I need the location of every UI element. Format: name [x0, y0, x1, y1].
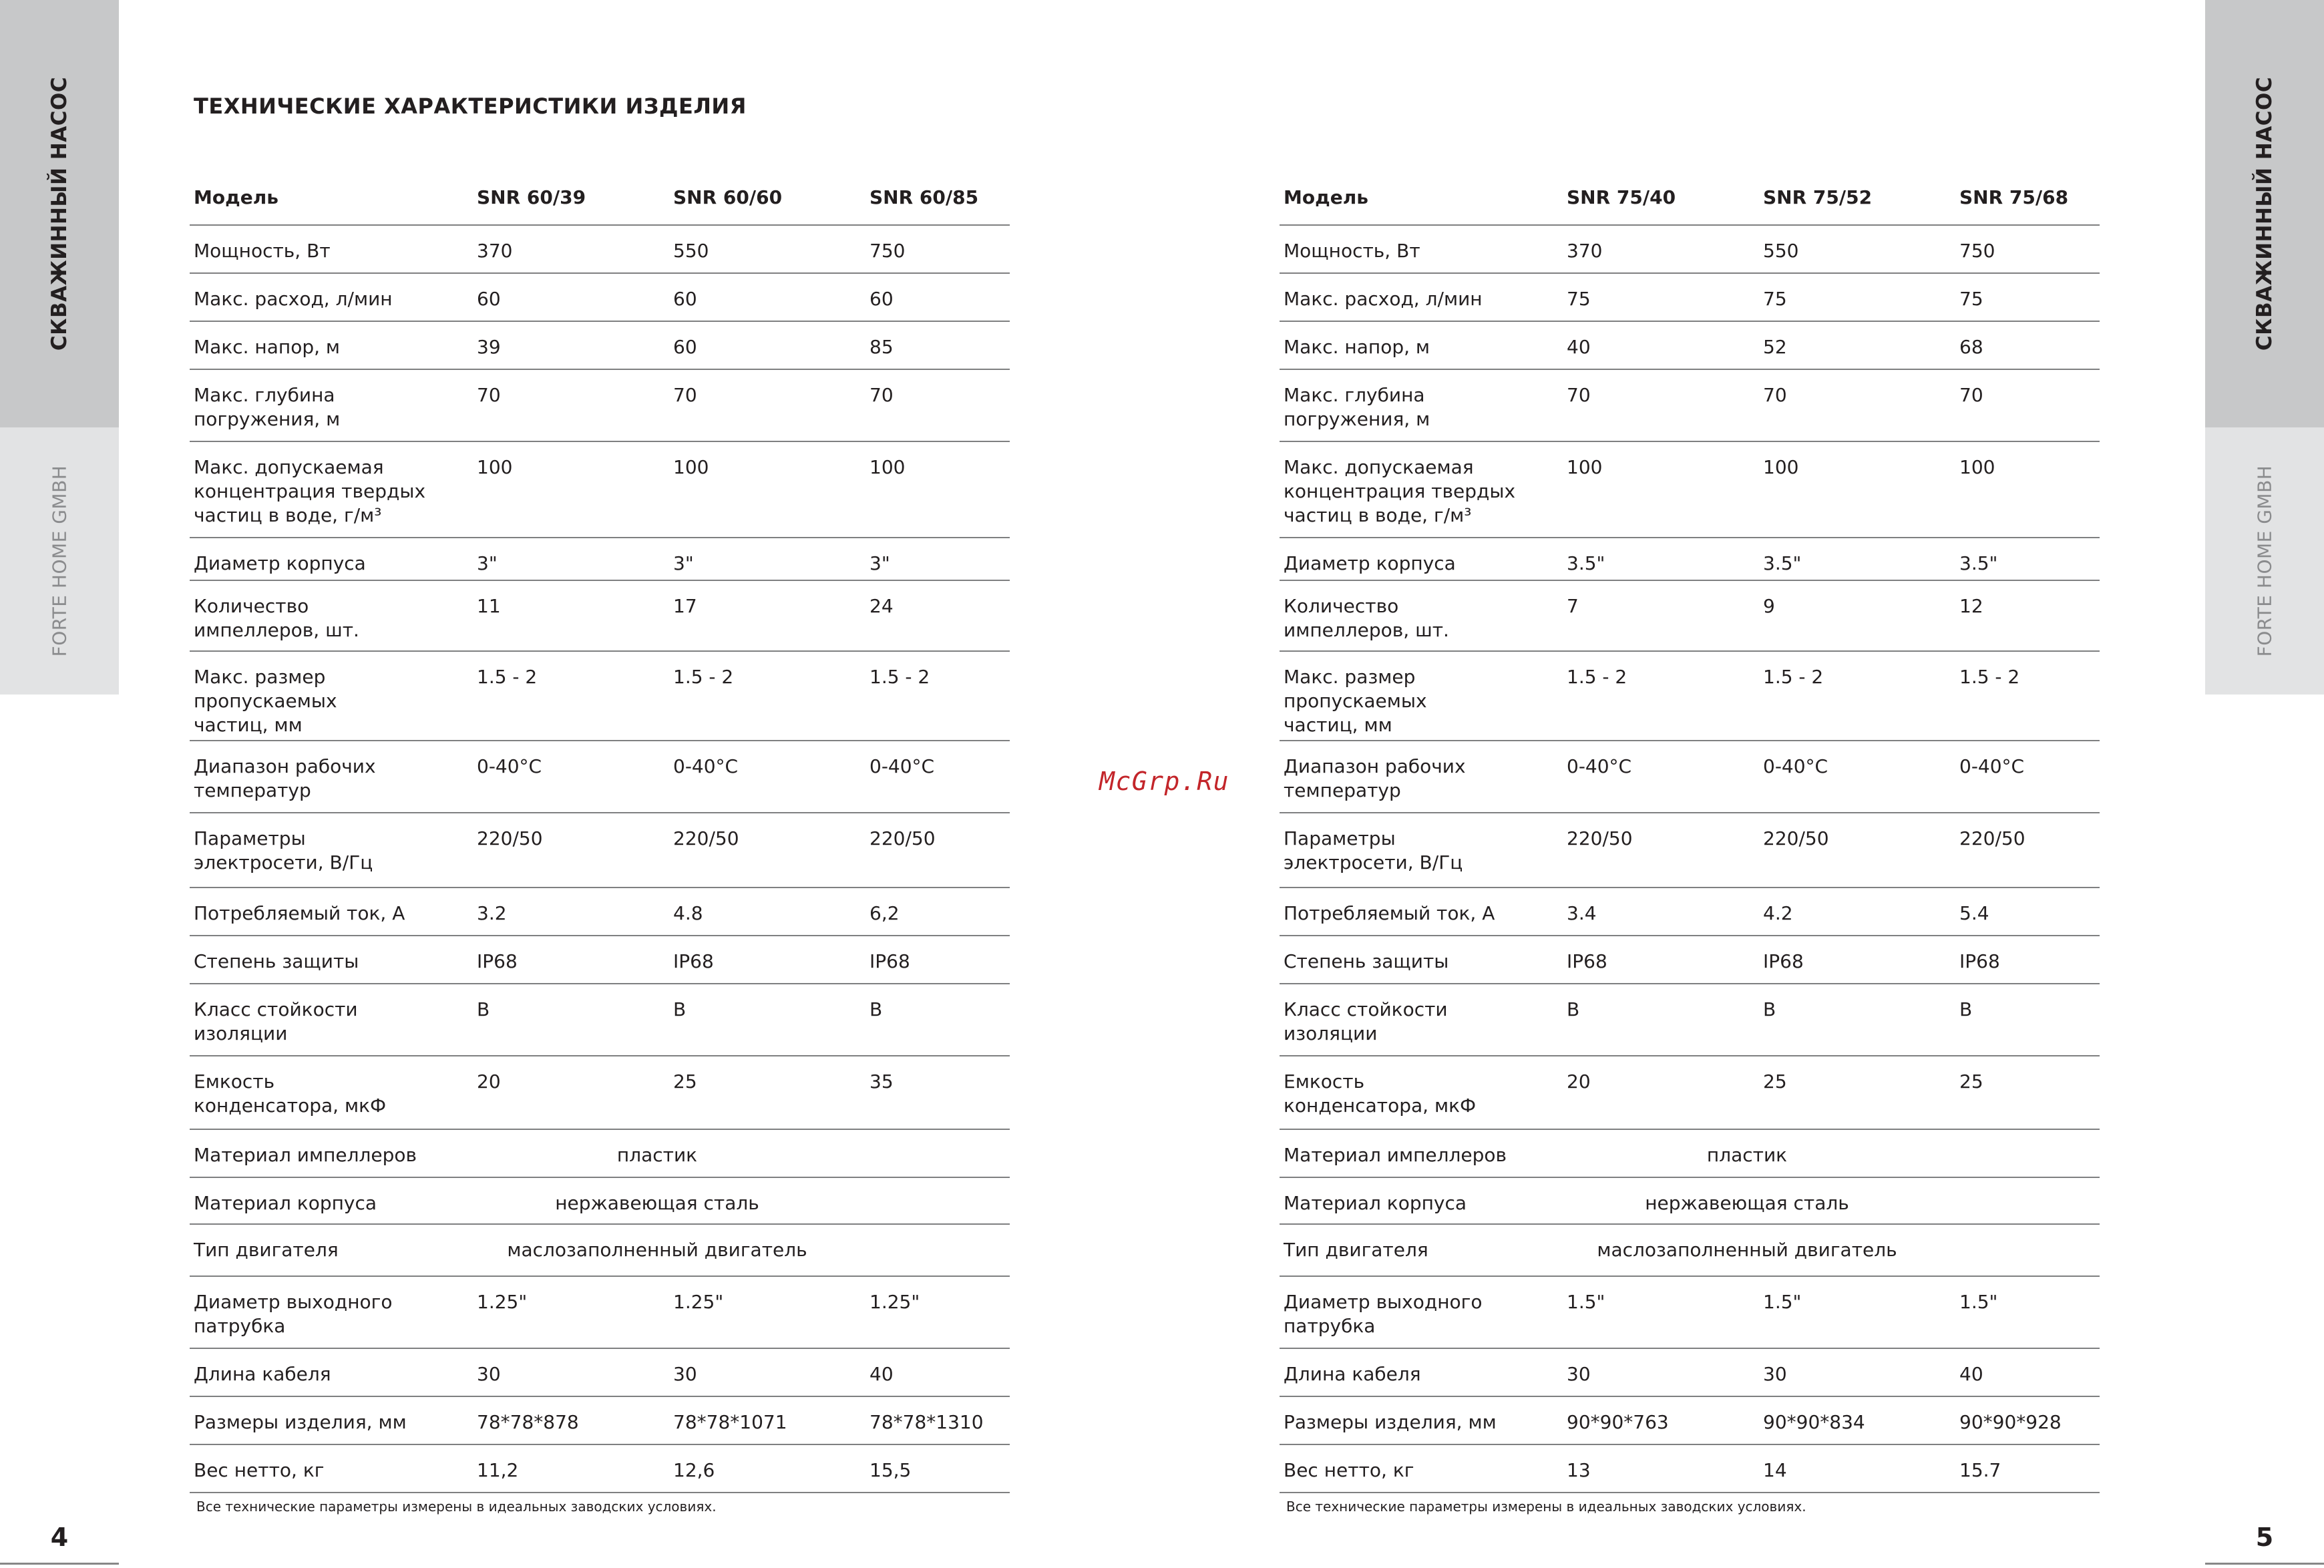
table-row [1280, 652, 2100, 741]
table-row [190, 1445, 1010, 1493]
page-number-rule-right [2205, 1563, 2324, 1565]
spec-label: Макс. допускаемая концентрация твердых частиц в воде, г/м³ [194, 456, 426, 526]
spec-label: Количество импеллеров, шт. [194, 595, 359, 641]
spec-value: 70 [1763, 384, 1787, 406]
spec-label: Макс. напор, м [194, 336, 341, 358]
spec-value: 0-40°С [1763, 755, 1828, 777]
spec-value: 0-40°С [477, 755, 542, 777]
spec-value: 17 [673, 595, 697, 617]
table-row [1280, 1130, 2100, 1178]
table-header-row [190, 171, 1010, 226]
spec-label: Материал импеллеров [1284, 1144, 1507, 1166]
spec-value: 3.5" [1763, 552, 1802, 574]
table-row [1280, 1397, 2100, 1445]
spec-label: Емкость конденсатора, мкФ [194, 1070, 387, 1117]
table-row [1280, 274, 2100, 322]
spec-value: 14 [1763, 1459, 1787, 1481]
spec-label: Емкость конденсатора, мкФ [1284, 1070, 1477, 1117]
spec-value: 220/50 [869, 827, 936, 849]
table-row [190, 1225, 1010, 1277]
spec-value: 85 [869, 336, 894, 358]
spec-label: Макс. размер пропускаемых частиц, мм [194, 666, 337, 736]
spec-label: Размеры изделия, мм [194, 1411, 407, 1433]
spec-label: Материал корпуса [194, 1192, 377, 1214]
table-row [190, 1349, 1010, 1397]
spec-label: Материал импеллеров [194, 1144, 417, 1166]
spec-value: 1.5 - 2 [477, 666, 538, 688]
side-tab-brand-right [2205, 427, 2324, 695]
table-row [190, 538, 1010, 581]
spec-label: Макс. глубина погружения, м [194, 384, 341, 430]
spec-value: 39 [477, 336, 501, 358]
table-row [1280, 322, 2100, 370]
table-row [190, 888, 1010, 936]
spec-value: 78*78*1071 [673, 1411, 787, 1433]
table-row [190, 442, 1010, 538]
watermark: McGrp.Ru [1099, 767, 1230, 796]
spec-value: 30 [477, 1363, 501, 1385]
spec-value: 100 [869, 456, 906, 478]
table-row [190, 652, 1010, 741]
table-row [1280, 1056, 2100, 1130]
table-row [1280, 1349, 2100, 1397]
spec-value: 70 [673, 384, 697, 406]
spec-value: 90*90*928 [1959, 1411, 2062, 1433]
spec-value: 75 [1763, 288, 1787, 310]
table-row [190, 1277, 1010, 1349]
spec-value: 3" [869, 552, 890, 574]
spec-label: Потребляемый ток, А [194, 902, 405, 924]
spec-value: 78*78*1310 [869, 1411, 984, 1433]
spec-value: 90*90*763 [1567, 1411, 1669, 1433]
side-brand-right: FORTE HOME GMBH [2253, 465, 2276, 657]
spec-value: 15.7 [1959, 1459, 2001, 1481]
header-model: SNR 60/85 [869, 186, 979, 208]
spec-value: 220/50 [1567, 827, 1633, 849]
table-row [1280, 226, 2100, 274]
spec-value: 30 [673, 1363, 697, 1385]
spec-value: 25 [673, 1070, 697, 1093]
spec-value: IP68 [1567, 950, 1607, 972]
spec-value: IP68 [477, 950, 518, 972]
table-row [1280, 888, 2100, 936]
table-row [1280, 538, 2100, 581]
spec-value: 68 [1959, 336, 1983, 358]
spec-value: 35 [869, 1070, 894, 1093]
spec-value: B [673, 998, 687, 1020]
table-row [190, 370, 1010, 442]
spec-label: Вес нетто, кг [194, 1459, 325, 1481]
spec-value: 70 [869, 384, 894, 406]
spec-value: 1.5 - 2 [1763, 666, 1824, 688]
table-row [190, 936, 1010, 984]
spec-value: 13 [1567, 1459, 1591, 1481]
spec-value: 1.5" [1763, 1291, 1802, 1313]
header-label: Модель [1284, 186, 1368, 208]
spec-value: 3.2 [477, 902, 507, 924]
spec-value: 1.25" [673, 1291, 724, 1313]
spec-label: Диапазон рабочих температур [194, 755, 376, 801]
spec-label: Длина кабеля [1284, 1363, 1421, 1385]
spec-value: 70 [477, 384, 501, 406]
spec-value: B [1959, 998, 1973, 1020]
spec-value: B [477, 998, 490, 1020]
page-number-rule-left [0, 1563, 119, 1565]
spec-value: 1.5" [1959, 1291, 1998, 1313]
spec-value: 1.5 - 2 [1959, 666, 2020, 688]
spec-label: Диаметр выходного патрубка [194, 1291, 393, 1337]
spec-label: Вес нетто, кг [1284, 1459, 1414, 1481]
table-row [190, 1178, 1010, 1225]
spec-value: 20 [1567, 1070, 1591, 1093]
spec-value-shared: нержавеющая сталь [1645, 1192, 1849, 1214]
spec-value: 100 [1763, 456, 1799, 478]
spec-label: Мощность, Вт [194, 240, 331, 262]
spec-value-shared: пластик [1706, 1144, 1788, 1166]
table-row [1280, 741, 2100, 813]
header-label: Модель [194, 186, 278, 208]
spec-label: Потребляемый ток, А [1284, 902, 1495, 924]
spec-value: 12 [1959, 595, 1983, 617]
spec-value: 100 [1567, 456, 1603, 478]
side-tab-brand-left [0, 427, 119, 695]
table-row [1280, 1178, 2100, 1225]
spec-label: Диапазон рабочих температур [1284, 755, 1466, 801]
table-header-row [1280, 171, 2100, 226]
spec-label: Размеры изделия, мм [1284, 1411, 1497, 1433]
table-row [190, 581, 1010, 652]
table-row [190, 274, 1010, 322]
header-model: SNR 60/39 [477, 186, 586, 208]
side-tab-product-right [2205, 0, 2324, 427]
spec-label: Мощность, Вт [1284, 240, 1420, 262]
spec-value: 60 [673, 336, 697, 358]
spec-value: 90*90*834 [1763, 1411, 1865, 1433]
spec-value: B [1763, 998, 1776, 1020]
side-product-title-right: СКВАЖИННЫЙ НАСОС [2253, 76, 2277, 351]
spec-label: Макс. глубина погружения, м [1284, 384, 1430, 430]
spec-value: 3.4 [1567, 902, 1597, 924]
spec-value: 1.25" [477, 1291, 528, 1313]
spec-label: Количество импеллеров, шт. [1284, 595, 1449, 641]
table-row [190, 1130, 1010, 1178]
spec-value: 370 [1567, 240, 1603, 262]
header-model: SNR 75/68 [1959, 186, 2069, 208]
spec-value: 1.5" [1567, 1291, 1605, 1313]
spec-value: 3" [673, 552, 694, 574]
spec-value: 1.25" [869, 1291, 920, 1313]
table-row [190, 813, 1010, 888]
spec-value: 40 [1959, 1363, 1983, 1385]
spec-table-right [1280, 171, 2100, 1493]
spec-label: Длина кабеля [194, 1363, 331, 1385]
header-model: SNR 75/40 [1567, 186, 1676, 208]
table-row [190, 1397, 1010, 1445]
spec-value-shared: маслозаполненный двигатель [507, 1239, 807, 1261]
spec-value: 15,5 [869, 1459, 912, 1481]
side-tab-product-left [0, 0, 119, 427]
spec-value: 25 [1763, 1070, 1787, 1093]
spec-value: 5.4 [1959, 902, 1989, 924]
spec-label: Диаметр корпуса [194, 552, 366, 574]
spec-value: 750 [1959, 240, 1995, 262]
spec-label: Тип двигателя [194, 1239, 339, 1261]
header-model: SNR 60/60 [673, 186, 783, 208]
spec-value-shared: маслозаполненный двигатель [1597, 1239, 1897, 1261]
spec-value: 220/50 [673, 827, 739, 849]
table-row [1280, 1445, 2100, 1493]
spec-value: 60 [673, 288, 697, 310]
spec-value: IP68 [869, 950, 910, 972]
spec-value: 6,2 [869, 902, 900, 924]
spec-label: Макс. напор, м [1284, 336, 1430, 358]
table-row [1280, 1225, 2100, 1277]
spec-value: 3.5" [1959, 552, 1998, 574]
spec-value: 75 [1567, 288, 1591, 310]
table-row [1280, 370, 2100, 442]
spec-label: Степень защиты [194, 950, 359, 972]
spec-value: 9 [1763, 595, 1775, 617]
spec-value: 78*78*878 [477, 1411, 579, 1433]
spec-value: 1.5 - 2 [673, 666, 734, 688]
spec-value: 0-40°С [1567, 755, 1632, 777]
spec-value: 3.5" [1567, 552, 1605, 574]
spec-value: 550 [1763, 240, 1799, 262]
spec-value: 52 [1763, 336, 1787, 358]
spec-value-shared: пластик [616, 1144, 698, 1166]
header-model: SNR 75/52 [1763, 186, 1873, 208]
spec-value: 70 [1959, 384, 1983, 406]
spec-label: Класс стойкости изоляции [194, 998, 358, 1044]
spec-value: 0-40°С [869, 755, 935, 777]
spec-value: IP68 [1763, 950, 1804, 972]
spec-label: Степень защиты [1284, 950, 1449, 972]
table-row [190, 226, 1010, 274]
spec-value: IP68 [673, 950, 714, 972]
table-row [190, 984, 1010, 1056]
spec-table-left [190, 171, 1010, 1493]
spec-value: 750 [869, 240, 906, 262]
spec-value: 100 [477, 456, 513, 478]
spec-label: Параметры электросети, В/Гц [194, 827, 373, 873]
side-product-title-left: СКВАЖИННЫЙ НАСОС [47, 76, 71, 351]
spec-value: IP68 [1959, 950, 2000, 972]
spec-value: 1.5 - 2 [869, 666, 930, 688]
spec-label: Макс. допускаемая концентрация твердых частиц в воде, г/м³ [1284, 456, 1516, 526]
table-row [1280, 936, 2100, 984]
spec-value: 220/50 [1763, 827, 1829, 849]
spec-label: Класс стойкости изоляции [1284, 998, 1448, 1044]
spec-value: 550 [673, 240, 709, 262]
spec-value: 70 [1567, 384, 1591, 406]
page-title: ТЕХНИЧЕСКИЕ ХАРАКТЕРИСТИКИ ИЗДЕЛИЯ [194, 93, 747, 119]
table-row [190, 741, 1010, 813]
spec-value: 370 [477, 240, 513, 262]
spec-label: Макс. размер пропускаемых частиц, мм [1284, 666, 1427, 736]
table-row [1280, 581, 2100, 652]
page-number-left: 4 [50, 1523, 69, 1552]
spec-value: 20 [477, 1070, 501, 1093]
spec-value: 220/50 [1959, 827, 2025, 849]
spec-label: Макс. расход, л/мин [1284, 288, 1483, 310]
spec-value: 25 [1959, 1070, 1983, 1093]
spec-value: 30 [1567, 1363, 1591, 1385]
spec-label: Диаметр корпуса [1284, 552, 1456, 574]
spec-value: 11,2 [477, 1459, 519, 1481]
spec-value: 4.8 [673, 902, 703, 924]
spec-value: 1.5 - 2 [1567, 666, 1627, 688]
spec-value: 40 [1567, 336, 1591, 358]
side-brand-left: FORTE HOME GMBH [48, 465, 71, 657]
spec-value: B [869, 998, 883, 1020]
spec-value: 11 [477, 595, 501, 617]
spec-value: 4.2 [1763, 902, 1793, 924]
spec-value: 30 [1763, 1363, 1787, 1385]
spec-value: 60 [869, 288, 894, 310]
spec-label: Материал корпуса [1284, 1192, 1467, 1214]
spec-label: Тип двигателя [1284, 1239, 1428, 1261]
spec-label: Диаметр выходного патрубка [1284, 1291, 1483, 1337]
spec-value: 12,6 [673, 1459, 715, 1481]
spec-label: Макс. расход, л/мин [194, 288, 393, 310]
spec-value: 100 [673, 456, 709, 478]
spec-value: B [1567, 998, 1580, 1020]
spec-value: 75 [1959, 288, 1983, 310]
spec-value: 60 [477, 288, 501, 310]
table-row [1280, 442, 2100, 538]
spec-value: 220/50 [477, 827, 543, 849]
spec-value: 100 [1959, 456, 1995, 478]
page-number-right: 5 [2255, 1523, 2274, 1552]
spec-value: 0-40°С [673, 755, 739, 777]
spec-value: 3" [477, 552, 498, 574]
spec-value: 40 [869, 1363, 894, 1385]
table-row [1280, 984, 2100, 1056]
table-row [1280, 813, 2100, 888]
table-row [190, 1056, 1010, 1130]
spec-label: Параметры электросети, В/Гц [1284, 827, 1463, 873]
spec-value: 24 [869, 595, 894, 617]
table-row [190, 322, 1010, 370]
table-row [1280, 1277, 2100, 1349]
spec-value: 7 [1567, 595, 1579, 617]
spec-value-shared: нержавеющая сталь [555, 1192, 759, 1214]
footnote-right: Все технические параметры измерены в идеальных заводских условиях. [1286, 1499, 1806, 1515]
spec-value: 0-40°С [1959, 755, 2025, 777]
footnote-left: Все технические параметры измерены в идеальных заводских условиях. [196, 1499, 717, 1515]
